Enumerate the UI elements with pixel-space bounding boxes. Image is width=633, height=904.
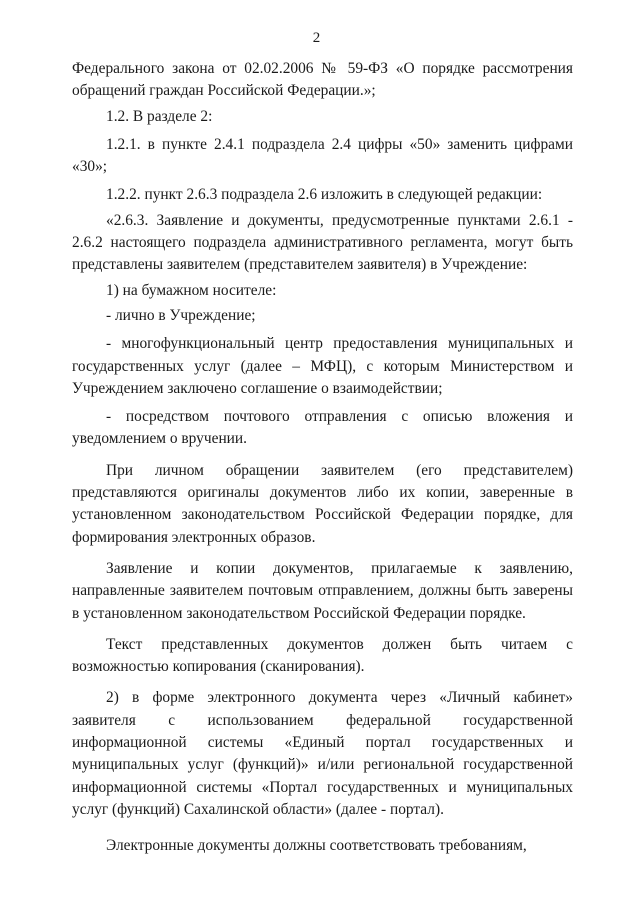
paragraph: Заявление и копии документов, прилагаемые к заявлению, направленные заявителем почтовым отправлением, должны быть заверены в установленном законодательством Российской Федерации порядке. <box>72 559 573 622</box>
paragraph: 1.2.2. пункт 2.6.3 подраздела 2.6 изложить в следующей редакции: <box>106 186 543 204</box>
paragraph: 1) на бумажном носителе: <box>106 281 277 299</box>
paragraph: При личном обращении заявителем (его представителем) представляются оригиналы документов либо их копии, заверенные в установленном законодательством Российской Федерации порядке, для формирования электронных образов. <box>72 461 573 546</box>
paragraph: - посредством почтового отправления с описью вложения и уведомлением о вручении. <box>72 408 573 448</box>
paragraph: 1.2. В разделе 2: <box>106 107 213 125</box>
paragraph: - лично в Учреждение; <box>106 306 256 324</box>
page-number: 2 <box>312 30 321 46</box>
document-body <box>72 58 573 858</box>
paragraph: Текст представленных документов должен быть читаем с возможностью копирования (сканирования). <box>72 635 573 676</box>
paragraph: Электронные документы должны соответствовать требованиям, <box>106 837 527 855</box>
paragraph: - многофункциональный центр предоставления муниципальных и государственных услуг (далее – МФЦ), с которым Министерством и Учреждением заключено соглашение о взаимодействии; <box>72 335 573 397</box>
paragraph: «2.6.3. Заявление и документы, предусмотренные пунктами 2.6.1 - 2.6.2 настоящего подраздела административного регламента, могут быть представлены заявителем (представителем заявителя) в Учреждение: <box>72 211 573 274</box>
paragraph: 1.2.1. в пункте 2.4.1 подраздела 2.4 цифры «50» заменить цифрами «30»; <box>72 135 573 176</box>
paragraph: 2) в форме электронного документа через «Личный кабинет» заявителя с использованием федеральной государственной информационной системы «Единый портал государственных и муниципальных услуг (функций)» и/или региональной государственной информационной системы «Портал государственных и муниципальных услуг (функций) Сахалинской области» (далее - портал). <box>72 689 573 818</box>
paragraph: Федерального закона от 02.02.2006 № 59-ФЗ «О порядке рассмотрения обращений граждан Российской Федерации.»; <box>72 60 573 100</box>
